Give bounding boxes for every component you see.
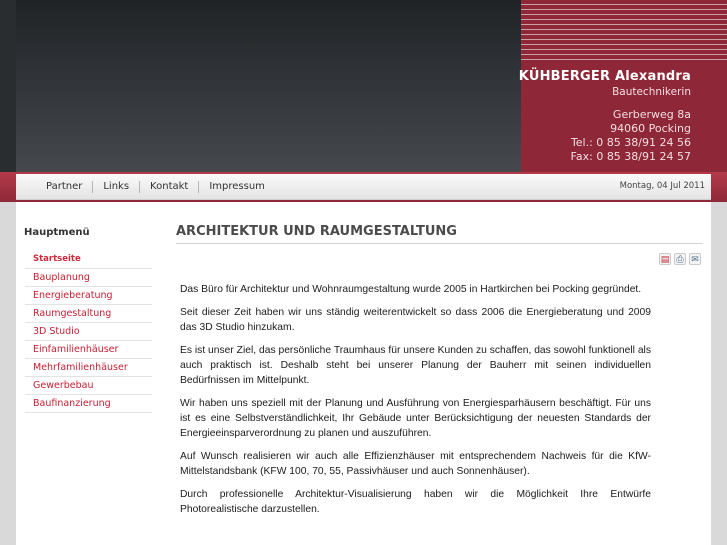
address-city: 94060 Pocking bbox=[610, 122, 691, 135]
pdf-icon[interactable]: ▤ bbox=[660, 255, 670, 265]
page-title: ARCHITEKTUR UND RAUMGESTALTUNG bbox=[176, 224, 457, 239]
menu-item-einfamilienhaeuser[interactable]: Einfamilienhäuser bbox=[25, 341, 152, 359]
menu-item-bauplanung[interactable]: Bauplanung bbox=[25, 269, 152, 287]
article-content bbox=[180, 282, 651, 525]
menu-item-baufinanzierung[interactable]: Baufinanzierung bbox=[25, 395, 152, 413]
nav-links-link[interactable]: Links bbox=[92, 181, 139, 193]
header-edge-left bbox=[0, 0, 16, 172]
paragraph: Durch professionelle Architektur-Visualisierung haben wir die Möglichkeit Ihre Entwürfe Photorealistische darzustellen. bbox=[180, 489, 651, 515]
brand-name: KÜHBERGER Alexandra bbox=[518, 69, 691, 84]
menu-item-raumgestaltung[interactable]: Raumgestaltung bbox=[25, 305, 152, 323]
frame-right bbox=[711, 202, 727, 545]
title-divider bbox=[176, 243, 703, 244]
main-menu bbox=[25, 251, 152, 413]
paragraph: Wir haben uns speziell mit der Planung und Ausführung von Energiesparhäusern beschäftigt. Für uns ist es eine Selbstverständlichkeit, Ihr Gebäude unter Berücksichtigung der neuesten Standards der Energieeinsparverordnung zu planen und auszuführen. bbox=[180, 398, 651, 439]
brand-title: Bautechnikerin bbox=[612, 86, 691, 98]
main-menu-title: Hauptmenü bbox=[24, 227, 90, 238]
article-tools bbox=[659, 253, 701, 265]
print-icon[interactable]: ⎙ bbox=[674, 253, 686, 265]
top-nav-bar bbox=[16, 174, 711, 200]
current-date: Montag, 04 Jul 2011 bbox=[619, 181, 705, 191]
paragraph: Seit dieser Zeit haben wir uns ständig weiterentwickelt so dass 2006 die Energieberatung und 2009 das 3D Studio hinzukam. bbox=[180, 307, 651, 333]
address-phone: Tel.: 0 85 38/91 24 56 bbox=[570, 136, 691, 149]
menu-item-energieberatung[interactable]: Energieberatung bbox=[25, 287, 152, 305]
address-fax: Fax: 0 85 38/91 24 57 bbox=[570, 150, 691, 163]
nav-kontakt-link[interactable]: Kontakt bbox=[139, 181, 198, 193]
menu-item-mehrfamilienhaeuser[interactable]: Mehrfamilienhäuser bbox=[25, 359, 152, 377]
address-street: Gerberweg 8a bbox=[612, 108, 691, 121]
menu-item-gewerbebau[interactable]: Gewerbebau bbox=[25, 377, 152, 395]
email-icon[interactable]: ✉ bbox=[689, 253, 701, 265]
top-nav bbox=[36, 174, 275, 200]
paragraph: Auf Wunsch realisieren wir auch alle Effizienzhäuser mit entsprechendem Nachweis für die KfW-Mittelstandsbank (KFW 100, 70, 55, Passivhäuser und auch Sonnenhäuser). bbox=[180, 451, 651, 477]
paragraph: Das Büro für Architektur und Wohnraumgestaltung wurde 2005 in Hartkirchen bei Pocking gegründet. bbox=[180, 284, 642, 295]
brand-address bbox=[571, 108, 691, 164]
frame-left bbox=[0, 202, 16, 545]
menu-item-startseite[interactable]: Startseite bbox=[25, 251, 152, 269]
nav-partner-link[interactable]: Partner bbox=[46, 181, 83, 192]
site-header bbox=[0, 0, 727, 172]
nav-impressum-link[interactable]: Impressum bbox=[198, 181, 275, 193]
paragraph: Es ist unser Ziel, das persönliche Traumhaus für unsere Kunden zu schaffen, das sowohl funktionell als auch praktisch ist. Deshalb steht bei unserer Planung der Bauherr mit seinen individuellen Bedürfnissen im Mittelpunkt. bbox=[180, 345, 651, 386]
menu-item-3d-studio[interactable]: 3D Studio bbox=[25, 323, 152, 341]
